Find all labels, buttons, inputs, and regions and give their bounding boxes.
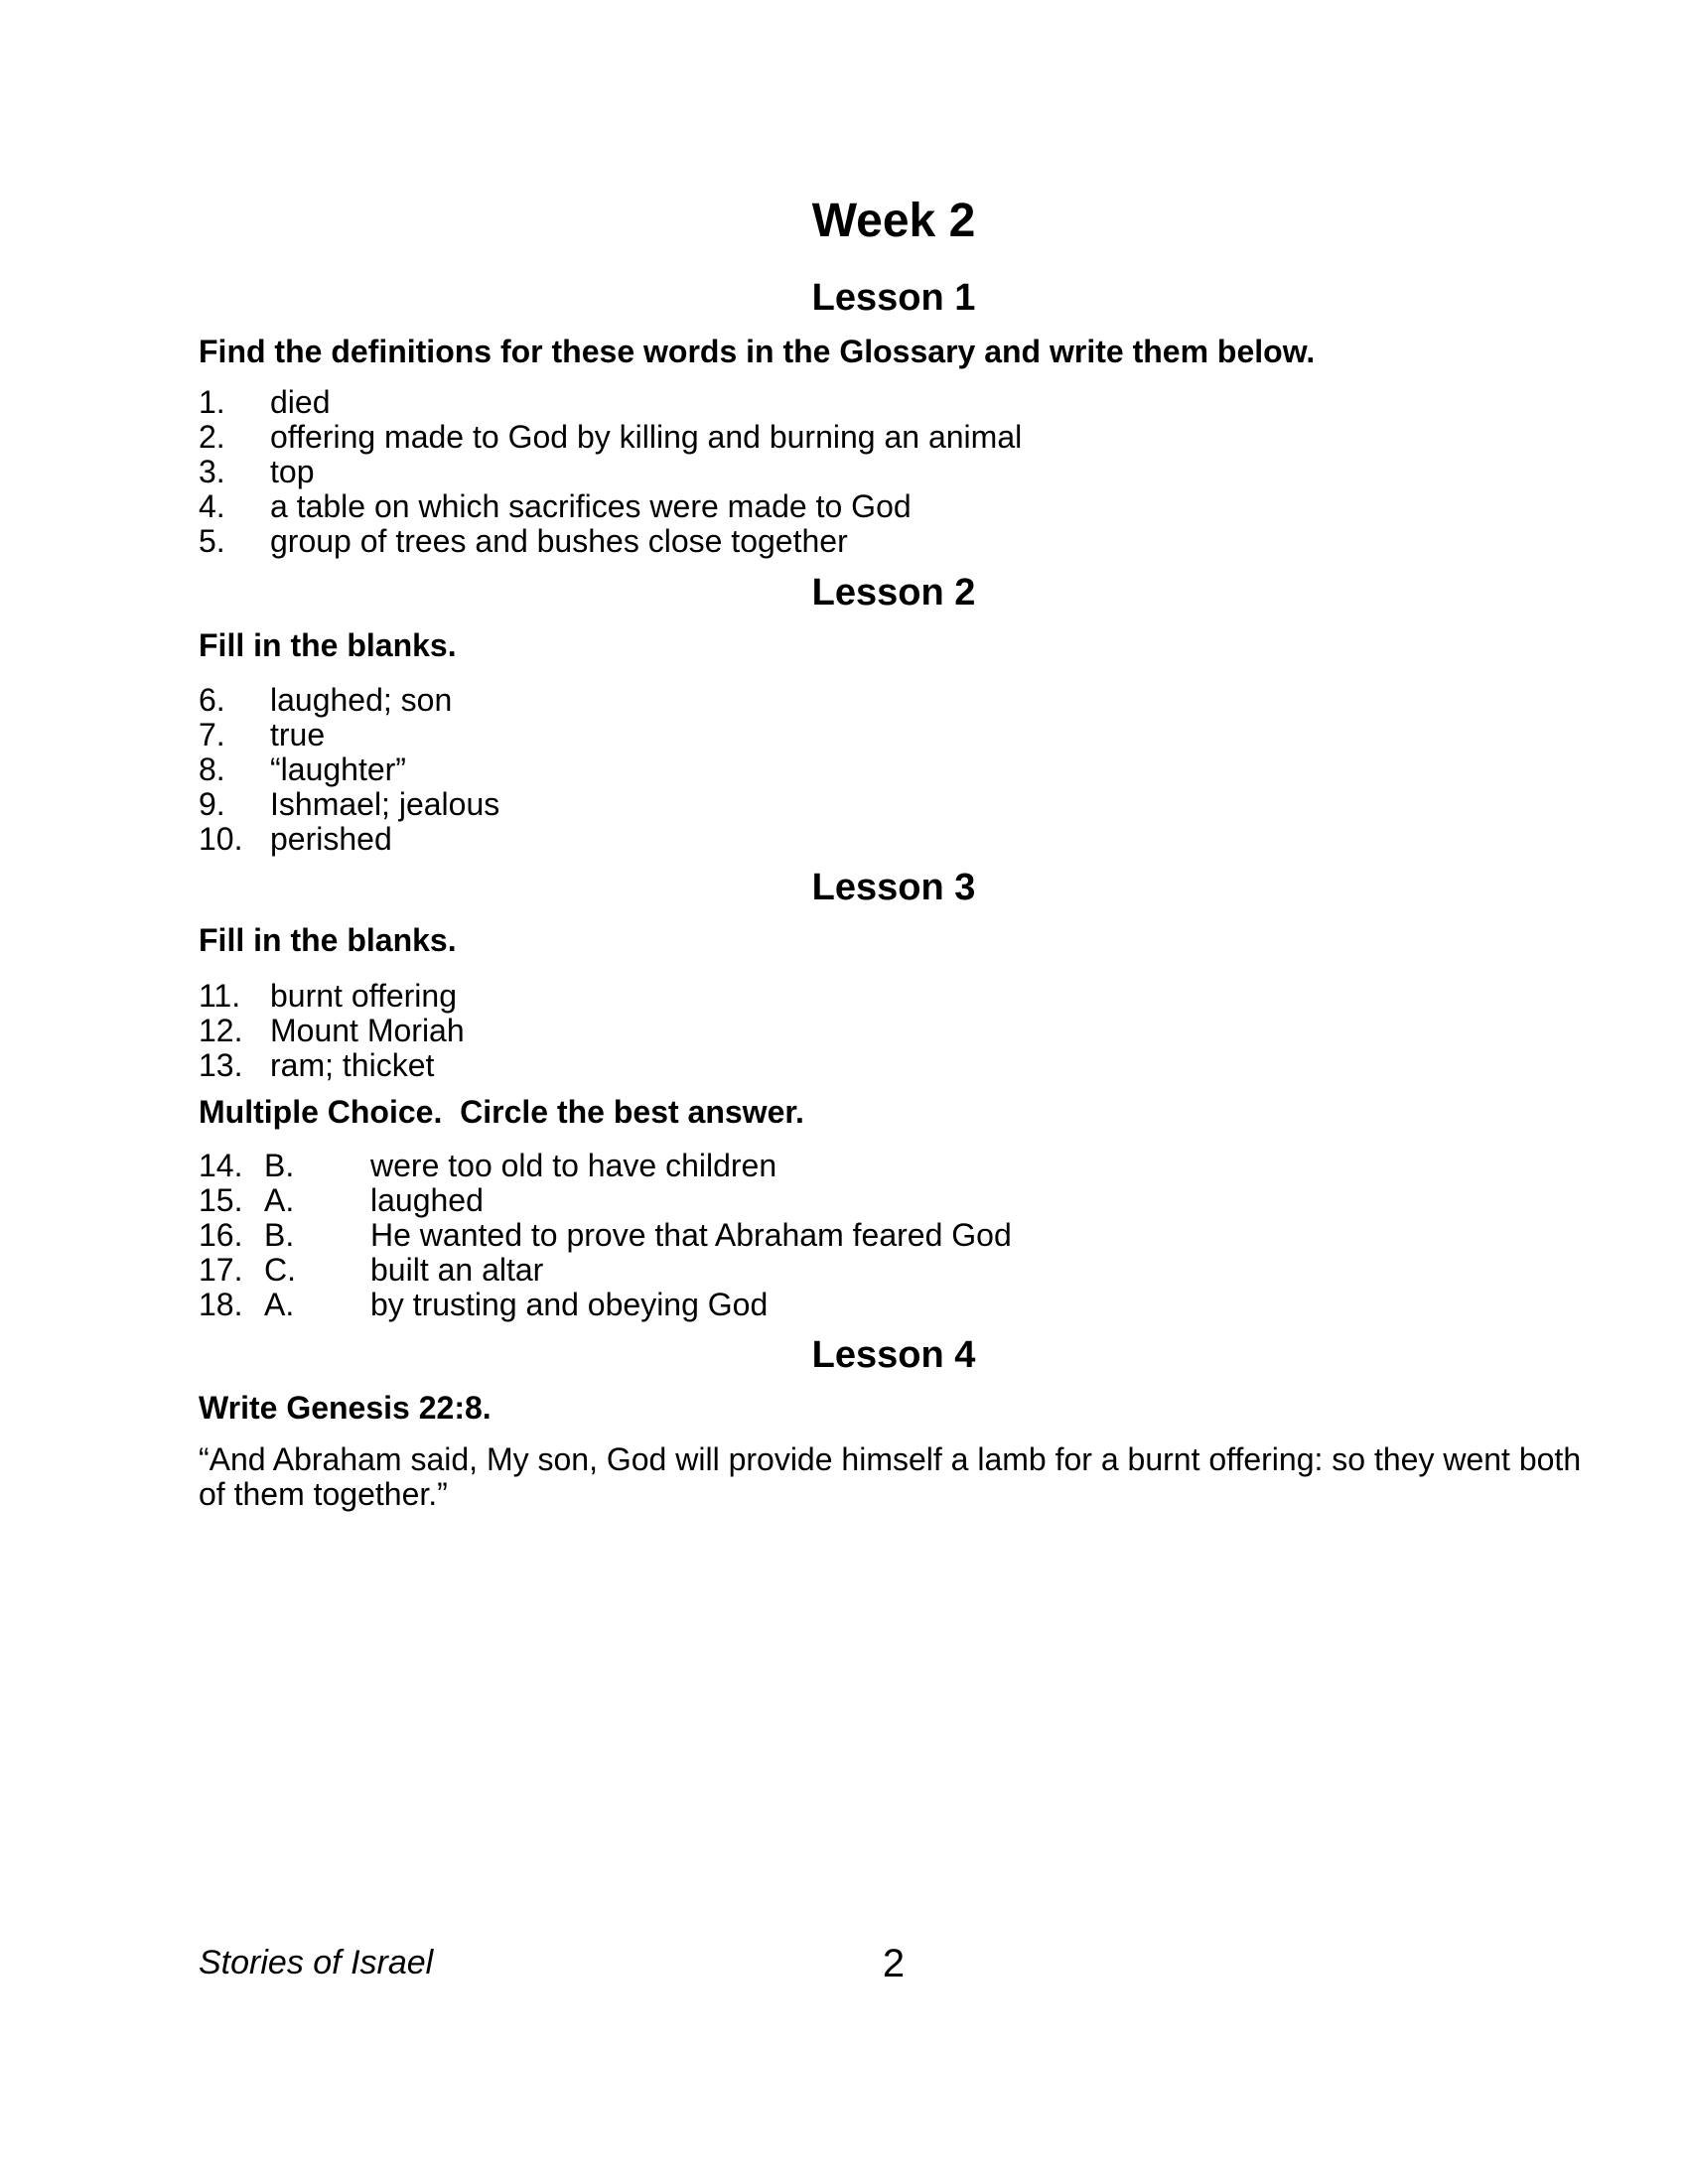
item-number: 13. xyxy=(199,1047,243,1083)
list-item xyxy=(199,683,1589,718)
list-item xyxy=(199,752,1589,787)
list-item xyxy=(199,1218,1589,1253)
lesson-3-heading: Lesson 3 xyxy=(811,867,976,908)
item-number: 8. xyxy=(199,751,225,787)
item-number: 10. xyxy=(199,821,243,857)
list-item xyxy=(199,822,1589,857)
item-text: Mount Moriah xyxy=(270,1013,465,1048)
answer-letter: A. xyxy=(264,1287,295,1322)
item-number: 4. xyxy=(199,488,225,524)
item-number: 9. xyxy=(199,786,225,822)
item-number: 17. xyxy=(199,1252,243,1288)
lesson-2-heading: Lesson 2 xyxy=(811,572,976,614)
list-item xyxy=(199,1183,1589,1218)
item-text: laughed; son xyxy=(270,682,453,718)
item-number: 18. xyxy=(199,1287,243,1322)
item-text: group of trees and bushes close together xyxy=(270,523,848,559)
list-item xyxy=(199,1288,1589,1322)
list-item xyxy=(199,1014,1589,1048)
lesson-2-instruction: Fill in the blanks. xyxy=(199,627,457,663)
lesson-1-instruction: Find the definitions for these words in the Glossary and write them below. xyxy=(199,334,1316,369)
multiple-choice-instruction: Multiple Choice. Circle the best answer. xyxy=(199,1094,804,1130)
item-text: by trusting and obeying God xyxy=(370,1287,769,1322)
list-item xyxy=(199,1048,1589,1083)
item-text: burnt offering xyxy=(270,978,457,1014)
footer-book-title: Stories of Israel xyxy=(199,1944,434,1981)
item-number: 16. xyxy=(199,1217,243,1253)
list-item xyxy=(199,979,1589,1014)
lesson-2-answer-list xyxy=(199,683,1589,857)
item-number: 2. xyxy=(199,419,225,455)
list-item xyxy=(199,420,1589,455)
answer-letter: C. xyxy=(264,1252,296,1288)
list-item xyxy=(199,1253,1589,1288)
item-number: 3. xyxy=(199,454,225,489)
footer-page-number: 2 xyxy=(882,1942,906,1985)
item-text: top xyxy=(270,454,315,489)
answer-letter: A. xyxy=(264,1182,295,1218)
lesson-4-instruction: Write Genesis 22:8. xyxy=(199,1390,492,1426)
item-text: true xyxy=(270,717,326,752)
item-text: laughed xyxy=(370,1182,484,1218)
item-number: 6. xyxy=(199,682,225,718)
item-number: 1. xyxy=(199,384,225,420)
item-number: 7. xyxy=(199,717,225,752)
list-item xyxy=(199,1149,1589,1183)
item-number: 14. xyxy=(199,1148,243,1183)
lesson-3-answer-list xyxy=(199,979,1589,1083)
item-text: built an altar xyxy=(370,1252,544,1288)
item-text: a table on which sacrifices were made to God xyxy=(270,488,912,524)
genesis-quote-paragraph: “And Abraham said, My son, God will provide himself a lamb for a burnt offering: so they went both of them together.” xyxy=(199,1441,1582,1512)
item-text: He wanted to prove that Abraham feared God xyxy=(370,1217,1012,1253)
item-text: died xyxy=(270,384,331,420)
list-item xyxy=(199,455,1589,489)
list-item xyxy=(199,718,1589,752)
page-title: Week 2 xyxy=(811,195,976,247)
lesson-1-heading: Lesson 1 xyxy=(811,277,976,319)
lesson-3-instruction: Fill in the blanks. xyxy=(199,922,457,958)
item-text: Ishmael; jealous xyxy=(270,786,500,822)
item-number: 11. xyxy=(199,978,241,1014)
lesson-1-answer-list xyxy=(199,385,1589,559)
item-number: 15. xyxy=(199,1182,243,1218)
list-item xyxy=(199,489,1589,524)
multiple-choice-answer-list xyxy=(199,1149,1589,1322)
list-item xyxy=(199,385,1589,420)
list-item xyxy=(199,787,1589,822)
item-text: ram; thicket xyxy=(270,1047,435,1083)
answer-letter: B. xyxy=(264,1217,295,1253)
item-text: offering made to God by killing and burning an animal xyxy=(270,419,1023,455)
lesson-4-heading: Lesson 4 xyxy=(811,1334,976,1376)
list-item xyxy=(199,524,1589,559)
item-text: perished xyxy=(270,821,392,857)
answer-letter: B. xyxy=(264,1148,295,1183)
item-number: 12. xyxy=(199,1013,243,1048)
item-number: 5. xyxy=(199,523,225,559)
item-text: were too old to have children xyxy=(370,1148,777,1183)
item-text: “laughter” xyxy=(270,751,406,787)
